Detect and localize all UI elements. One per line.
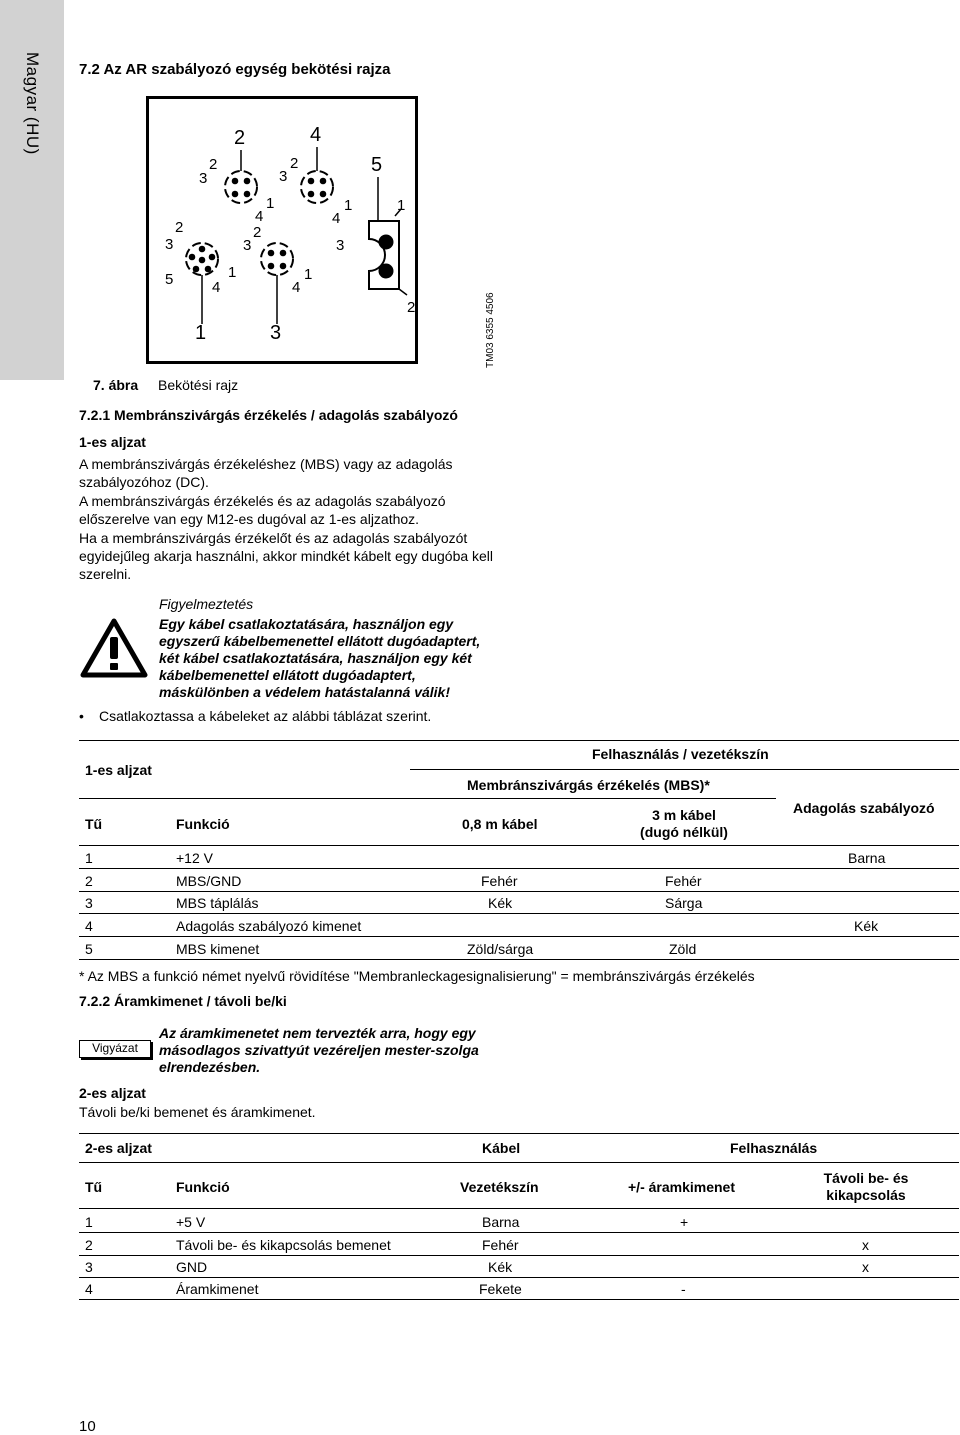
subsection-2-title: 7.2.2 Áramkimenet / távoli be/ki (79, 993, 287, 1009)
pin (205, 266, 211, 272)
label: 1 (228, 264, 237, 281)
bullet-marker: • (79, 708, 84, 724)
table2-cell: x (862, 1237, 869, 1253)
pin (209, 254, 215, 260)
figure-caption-number: 7. ábra (93, 377, 139, 393)
table2-cell: 4 (85, 1281, 93, 1297)
table2-cell: 2 (85, 1237, 93, 1253)
table1-cell: MBS táplálás (176, 895, 259, 911)
table2-cell: Barna (482, 1214, 520, 1230)
label: 4 (255, 208, 264, 225)
socket-1-heading: 1-es aljzat (79, 434, 146, 450)
socket-label: 2 (234, 127, 246, 149)
label: 3 (336, 237, 345, 254)
section-title: 7.2 Az AR szabályozó egység bekötési rajza (79, 61, 391, 78)
connector-5-pin-1 (379, 235, 393, 249)
table2-header-cable: Kábel (482, 1140, 521, 1156)
wiring-diagram (146, 96, 418, 364)
table1-header-socket: 1-es aljzat (85, 762, 152, 778)
table2-header-pin: Tű (85, 1179, 103, 1195)
socket-2-heading: 2-es aljzat (79, 1085, 146, 1101)
language-tab (0, 0, 64, 380)
table2-cell: x (862, 1259, 869, 1275)
socket-label: 1 (195, 322, 207, 344)
page-number: 10 (79, 1418, 96, 1435)
table2-header-function: Funkció (176, 1179, 230, 1195)
label: 4 (212, 279, 221, 296)
table1-header-cable3-line1: 3 m kábel (652, 807, 716, 823)
connector-5-body (369, 221, 399, 289)
table1-header-dosing: Adagolás szabályozó (793, 800, 935, 816)
warning-title: Figyelmeztetés (159, 596, 254, 612)
language-tab-label: Magyar (HU) (23, 52, 42, 155)
paragraph: A membránszivárgás érzékelés és az adagolás szabályozó előszerelve van egy M12-es dugóval az 1-es aljzathoz. (79, 493, 446, 527)
table2-cell: GND (176, 1259, 208, 1275)
table2-header-current: +/- áramkimenet (628, 1179, 735, 1195)
table1-header-cable08: 0,8 m kábel (462, 816, 538, 832)
label: 4 (332, 210, 341, 227)
warning-text: Egy kábel csatlakoztatására, használjon egy egyszerű kábelbemenettel ellátott dugóadaptert, két kábel csatlakoztatására, használjon egy két kábelbemenettel ellátott dugóadaptert, máskülönben a védelem hatástalanná válik! (159, 616, 481, 700)
table2-cell: +5 V (176, 1214, 206, 1230)
paragraph: Távoli be/ki bemenet és áramkimenet. (79, 1104, 316, 1120)
label: 5 (165, 271, 174, 288)
table1-cell: Zöld/sárga (467, 941, 534, 957)
table1-cell: MBS/GND (176, 873, 242, 889)
label: 2 (175, 219, 184, 236)
pin (193, 266, 199, 272)
table1-cell: 5 (85, 941, 93, 957)
table1-header-usage: Felhasználás / vezetékszín (592, 746, 769, 762)
table1-cell: +12 V (176, 850, 213, 866)
table1-cell: Fehér (481, 873, 518, 889)
warning-icon (79, 617, 149, 679)
label: 2 (407, 299, 415, 316)
label: 3 (199, 170, 208, 187)
table2-header-socket: 2-es aljzat (85, 1140, 152, 1156)
socket-label: 3 (270, 322, 282, 344)
bullet-text: Csatlakoztassa a kábeleket az alábbi táblázat szerint. (99, 708, 432, 724)
table2-header-color: Vezetékszín (460, 1179, 539, 1195)
table1-cell: Sárga (665, 895, 703, 911)
table2-cell: Fehér (482, 1237, 519, 1253)
connector-3-ring (261, 243, 293, 275)
table2-cell: Fekete (479, 1281, 522, 1297)
table1-cell: Fehér (665, 873, 702, 889)
table1-cell: Kék (854, 918, 879, 934)
table2-cell: 1 (85, 1214, 93, 1230)
table2-cell: - (681, 1281, 686, 1297)
table1-cell: 4 (85, 918, 93, 934)
label: 1 (344, 197, 353, 214)
pin (199, 246, 205, 252)
pin (189, 254, 195, 260)
table1-footnote: * Az MBS a funkció német nyelvű rövidítése "Membranleckagesignalisierung" = membránszivárgás érzékelés (79, 968, 755, 984)
label: 1 (397, 197, 406, 214)
paragraph: Ha a membránszivárgás érzékelőt és az adagolás szabályozót egyidejűleg akarja használni, akkor mindkét kábelt egy dugóba kell szerelni. (79, 530, 494, 582)
table2-header-remote-line2: kikapcsolás (826, 1187, 906, 1203)
caution-label: Vigyázat (79, 1040, 151, 1058)
figure-code: TM03 6355 4506 (485, 292, 496, 368)
table1-cell: Adagolás szabályozó kimenet (176, 918, 362, 934)
label: 2 (253, 224, 262, 241)
label: 4 (292, 279, 301, 296)
table2-cell: Kék (488, 1259, 513, 1275)
table2-cell: 3 (85, 1259, 93, 1275)
socket-label: 5 (371, 154, 383, 176)
figure-caption-text: Bekötési rajz (158, 377, 239, 393)
table1-cell: 2 (85, 873, 93, 889)
table1-cell: MBS kimenet (176, 941, 260, 957)
table1-cell: 3 (85, 895, 93, 911)
caution-text: Az áramkimenetet nem tervezték arra, hogy egy másodlagos szivattyút vezéreljen mester-szolga elrendezésben. (159, 1025, 479, 1075)
paragraph: A membránszivárgás érzékeléshez (MBS) vagy az adagolás szabályozóhoz (DC). (79, 456, 453, 490)
table1-header-pin: Tű (85, 816, 103, 832)
label: 3 (165, 236, 174, 253)
label: 3 (243, 237, 252, 254)
table1-header-function: Funkció (176, 816, 230, 832)
table1-cell: Barna (848, 850, 886, 866)
label: 3 (279, 168, 288, 185)
connector-2-ring (225, 171, 257, 203)
table2-header-remote-line1: Távoli be- és (823, 1170, 909, 1186)
label: 1 (304, 266, 313, 283)
label: 2 (209, 156, 218, 173)
table2-header-usage: Felhasználás (730, 1140, 818, 1156)
connector-5-pin-2 (379, 264, 393, 278)
label: 2 (290, 155, 299, 172)
table2-cell: Távoli be- és kikapcsolás bemenet (176, 1237, 391, 1253)
table1-header-mbs: Membránszivárgás érzékelés (MBS)* (467, 777, 710, 793)
connector-4-ring (301, 171, 333, 203)
table1-cell: Zöld (669, 941, 697, 957)
table2-cell: Áramkimenet (176, 1281, 259, 1297)
table2-cell: + (680, 1214, 689, 1230)
label: 1 (266, 195, 275, 212)
wiring-diagram-svg (149, 99, 415, 361)
table1-header-cable3-line2: (dugó nélkül) (640, 824, 728, 840)
pin (199, 257, 205, 263)
table1-cell: Kék (488, 895, 513, 911)
table1-cell: 1 (85, 850, 93, 866)
socket-label: 4 (310, 124, 322, 146)
subsection-1-title: 7.2.1 Membránszivárgás érzékelés / adagolás szabályozó (79, 407, 458, 423)
